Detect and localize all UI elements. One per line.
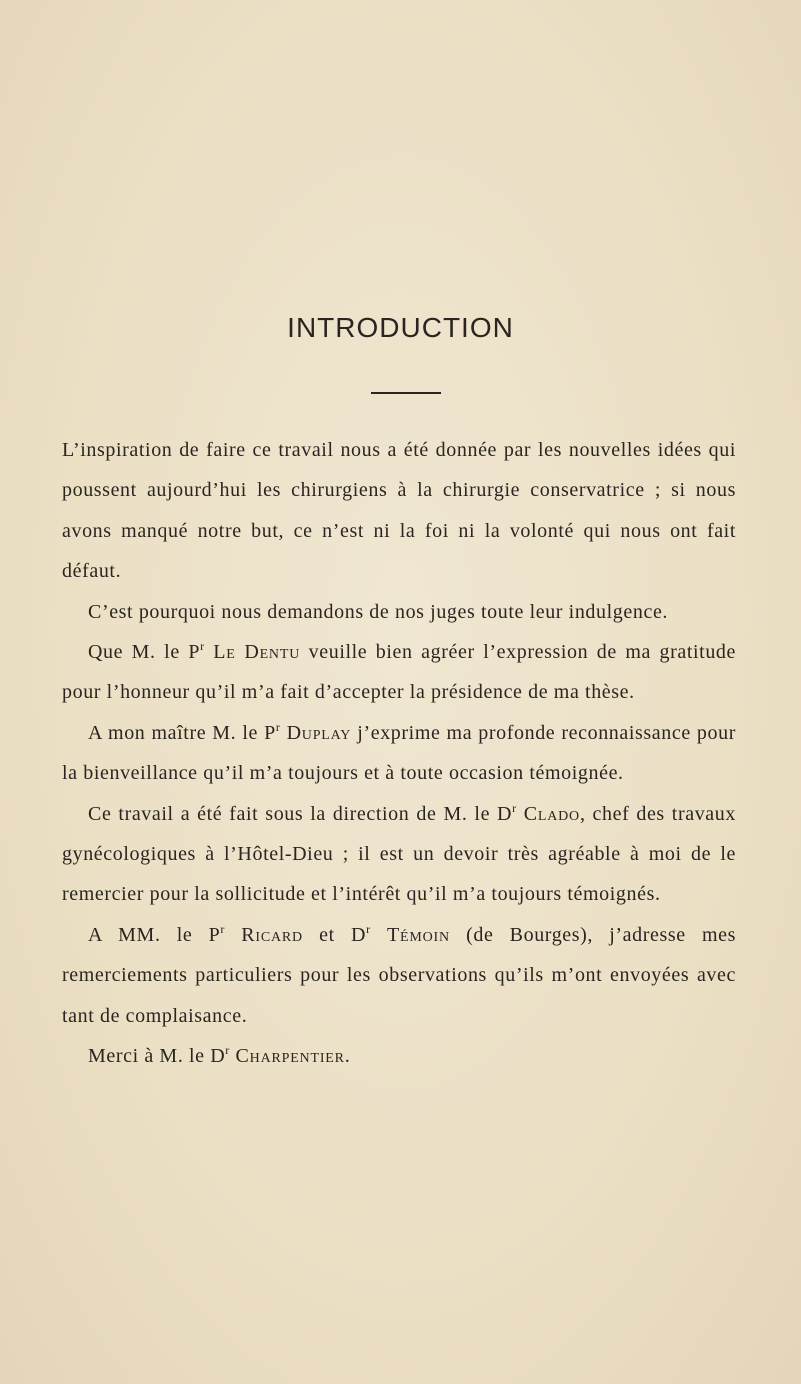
paragraph-3-sup: r [200,639,205,654]
paragraph-4-sup: r [275,719,281,734]
paragraph-6-post: (de Bourges), j’adresse mes remerciements particuliers pour les observations qu’ils m’ont envoyées avec tant de complaisance. [62,923,736,1027]
paragraph-1: L’inspiration de faire ce travail nous a été donnée par les nouvelles idées qui poussent aujourd’hui les chirurgiens à la chirurgie conservatrice ; si nous avons manqué notre but, ce n’est ni la foi ni la volonté qui nous ont fait défaut. [62,439,736,583]
paragraph-3-post: veuille bien agréer l’expression de ma gratitude pour l’honneur qu’il m’a fait d’accepter la présidence de ma thèse. [62,641,737,704]
paragraph-5-post: , chef des travaux gynécologiques à l’Hôtel-Dieu ; il est un devoir très agréable à moi de le remercier pour la sollicitude et l’intérêt qu’il m’a toujours témoignés. [62,802,736,906]
name-ricard: Ricard [241,923,303,946]
name-charpentier: Charpentier [235,1045,345,1068]
paragraph-7-sup: r [225,1043,230,1058]
paragraph-5-sup: r [512,800,517,815]
paragraph-5-pre: Ce travail a été fait sous la direction de M. le D [88,802,513,825]
paragraph-5 [62,794,736,915]
name-temoin: Témoin [386,923,450,946]
page-title: INTRODUCTION [287,312,514,343]
paragraph-7-pre: Merci à M. le D [88,1045,226,1068]
title-divider [371,392,441,394]
name-clado: Clado [523,802,580,825]
paragraph-3-pre: Que M. le P [88,641,201,664]
paragraph-6-sup-2: r [366,921,371,936]
paragraph-4-post: j’exprime ma profonde reconnaissance pour la bienveillance qu’il m’a toujours et à toute occasion témoignée. [62,721,736,785]
paragraph-7 [62,1036,736,1076]
paragraph-3 [62,632,736,713]
name-le-dentu: Le Dentu [213,641,301,664]
paragraph-2: C’est pourquoi nous demandons de nos juges toute leur indulgence. [88,600,669,623]
paragraph-6-sup-1: r [220,921,225,936]
paragraph-7-post: . [344,1045,351,1068]
paragraph-4 [62,713,736,794]
paragraph-6-pre: A MM. le P [88,923,221,946]
name-duplay: Duplay [286,721,352,744]
paragraph-4-pre: A mon maître M. le P [88,721,276,744]
paragraph-6-mid: et D [302,923,367,946]
introduction-text [62,430,736,1077]
paragraph-6 [62,915,736,1036]
